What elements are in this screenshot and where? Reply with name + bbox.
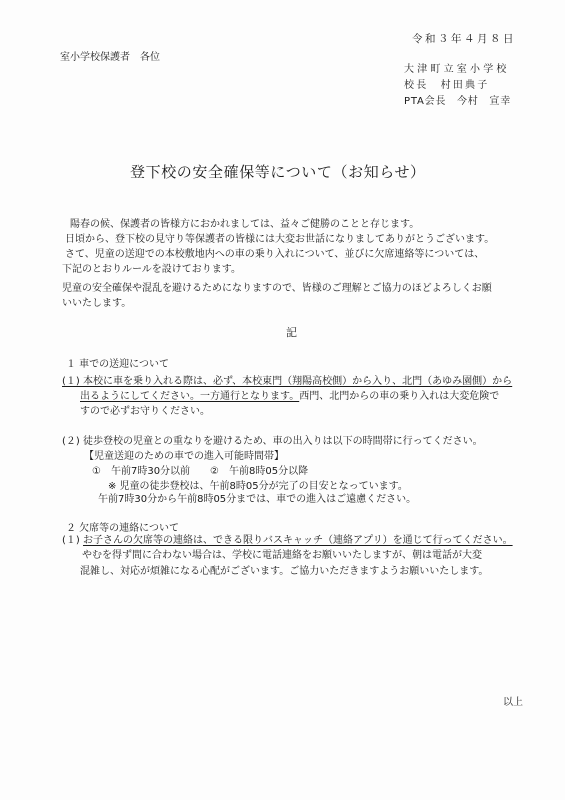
intro-line-4: 児童の安全確保や混乱を避けるためになりますので、皆様のご理解とご協力のほどよろしくお願 [62,283,492,294]
section1-item2-line-e: 午前7時30分から午前8時05分までは、車での進入はご遠慮ください。 [98,494,417,505]
sender-pta-chair: PTA会長 今村 宣幸 [404,96,512,107]
section1-item2-line-c: ① 午前7時30分以前 ② 午前8時05分以降 [92,466,309,477]
section1-item2-line-a: (２) 徒歩登校の児童との重なりを避けるため、車の出入りは以下の時間帯に行ってください。 [62,436,483,447]
sender-school: 大津町立室小学校 [404,64,510,75]
intro-line-4b: いいたします。 [62,298,132,309]
section1-item1-line-b [80,387,499,402]
section1-item1-underlined-b: 出るようにしてください。一方通行となります。 [80,391,300,402]
document-title: 登下校の安全確保等について（お知らせ） [130,163,426,181]
section2-heading: ２ 欠席等の連絡について [66,523,179,534]
closing-mark: 以上 [503,697,523,708]
section2-item1-prefix: (１) [62,535,83,546]
section2-item1-underlined: お子さんの欠席等の連絡は、できる限りバスキャッチ（連絡アプリ）を通じて行ってください。 [82,535,513,546]
sender-principal: 校長 村田典子 [404,80,490,91]
document-date: 令和３年４月８日 [412,33,516,45]
intro-line-2: 日頃から、登下校の見守り等保護者の皆様には大変お世話になりましてありがとうございます。 [65,234,495,245]
section1-item1-line-a: (１) 本校に車を乗り入れる際は、必ず、本校東門（翔陽高校側）から入り、北門（あゆみ園側）から [62,376,513,387]
section1-item1-rest-b: 西門、北門からの車の乗り入れは大変危険で [299,391,500,402]
section2-item1-line-a [62,531,513,546]
section1-heading: １ 車での送迎について [66,359,169,370]
addressee: 室小学校保護者 各位 [60,52,160,63]
section1-item2-line-b: 【児童送迎のための車での進入可能時間帯】 [84,451,284,462]
intro-line-1: 陽春の候、保護者の皆様方におかれましては、益々ご健勝のことと存じます。 [70,219,420,230]
intro-line-3: さて、児童の送迎での本校敷地内への車の乗り入れについて、並びに欠席連絡等については、 [65,249,485,260]
section1-item1-line-c: すので必ずお守りください。 [80,406,210,417]
ki-heading: 記 [286,326,297,339]
section2-item1-line-c: 混雑し、対応が煩雑になる心配がございます。ご協力いただきますようお願いいたします。 [80,566,489,577]
intro-line-3b: 下記のとおりルールを設けております。 [62,264,241,275]
section2-item1-line-b: やむを得ず間に合わない場合は、学校に電話連絡をお願いいたしますが、朝は電話が大変 [82,550,482,561]
section1-item2-line-d: ※ 児童の徒歩登校は、午前8時05分が完了の目安となっています。 [108,481,408,492]
